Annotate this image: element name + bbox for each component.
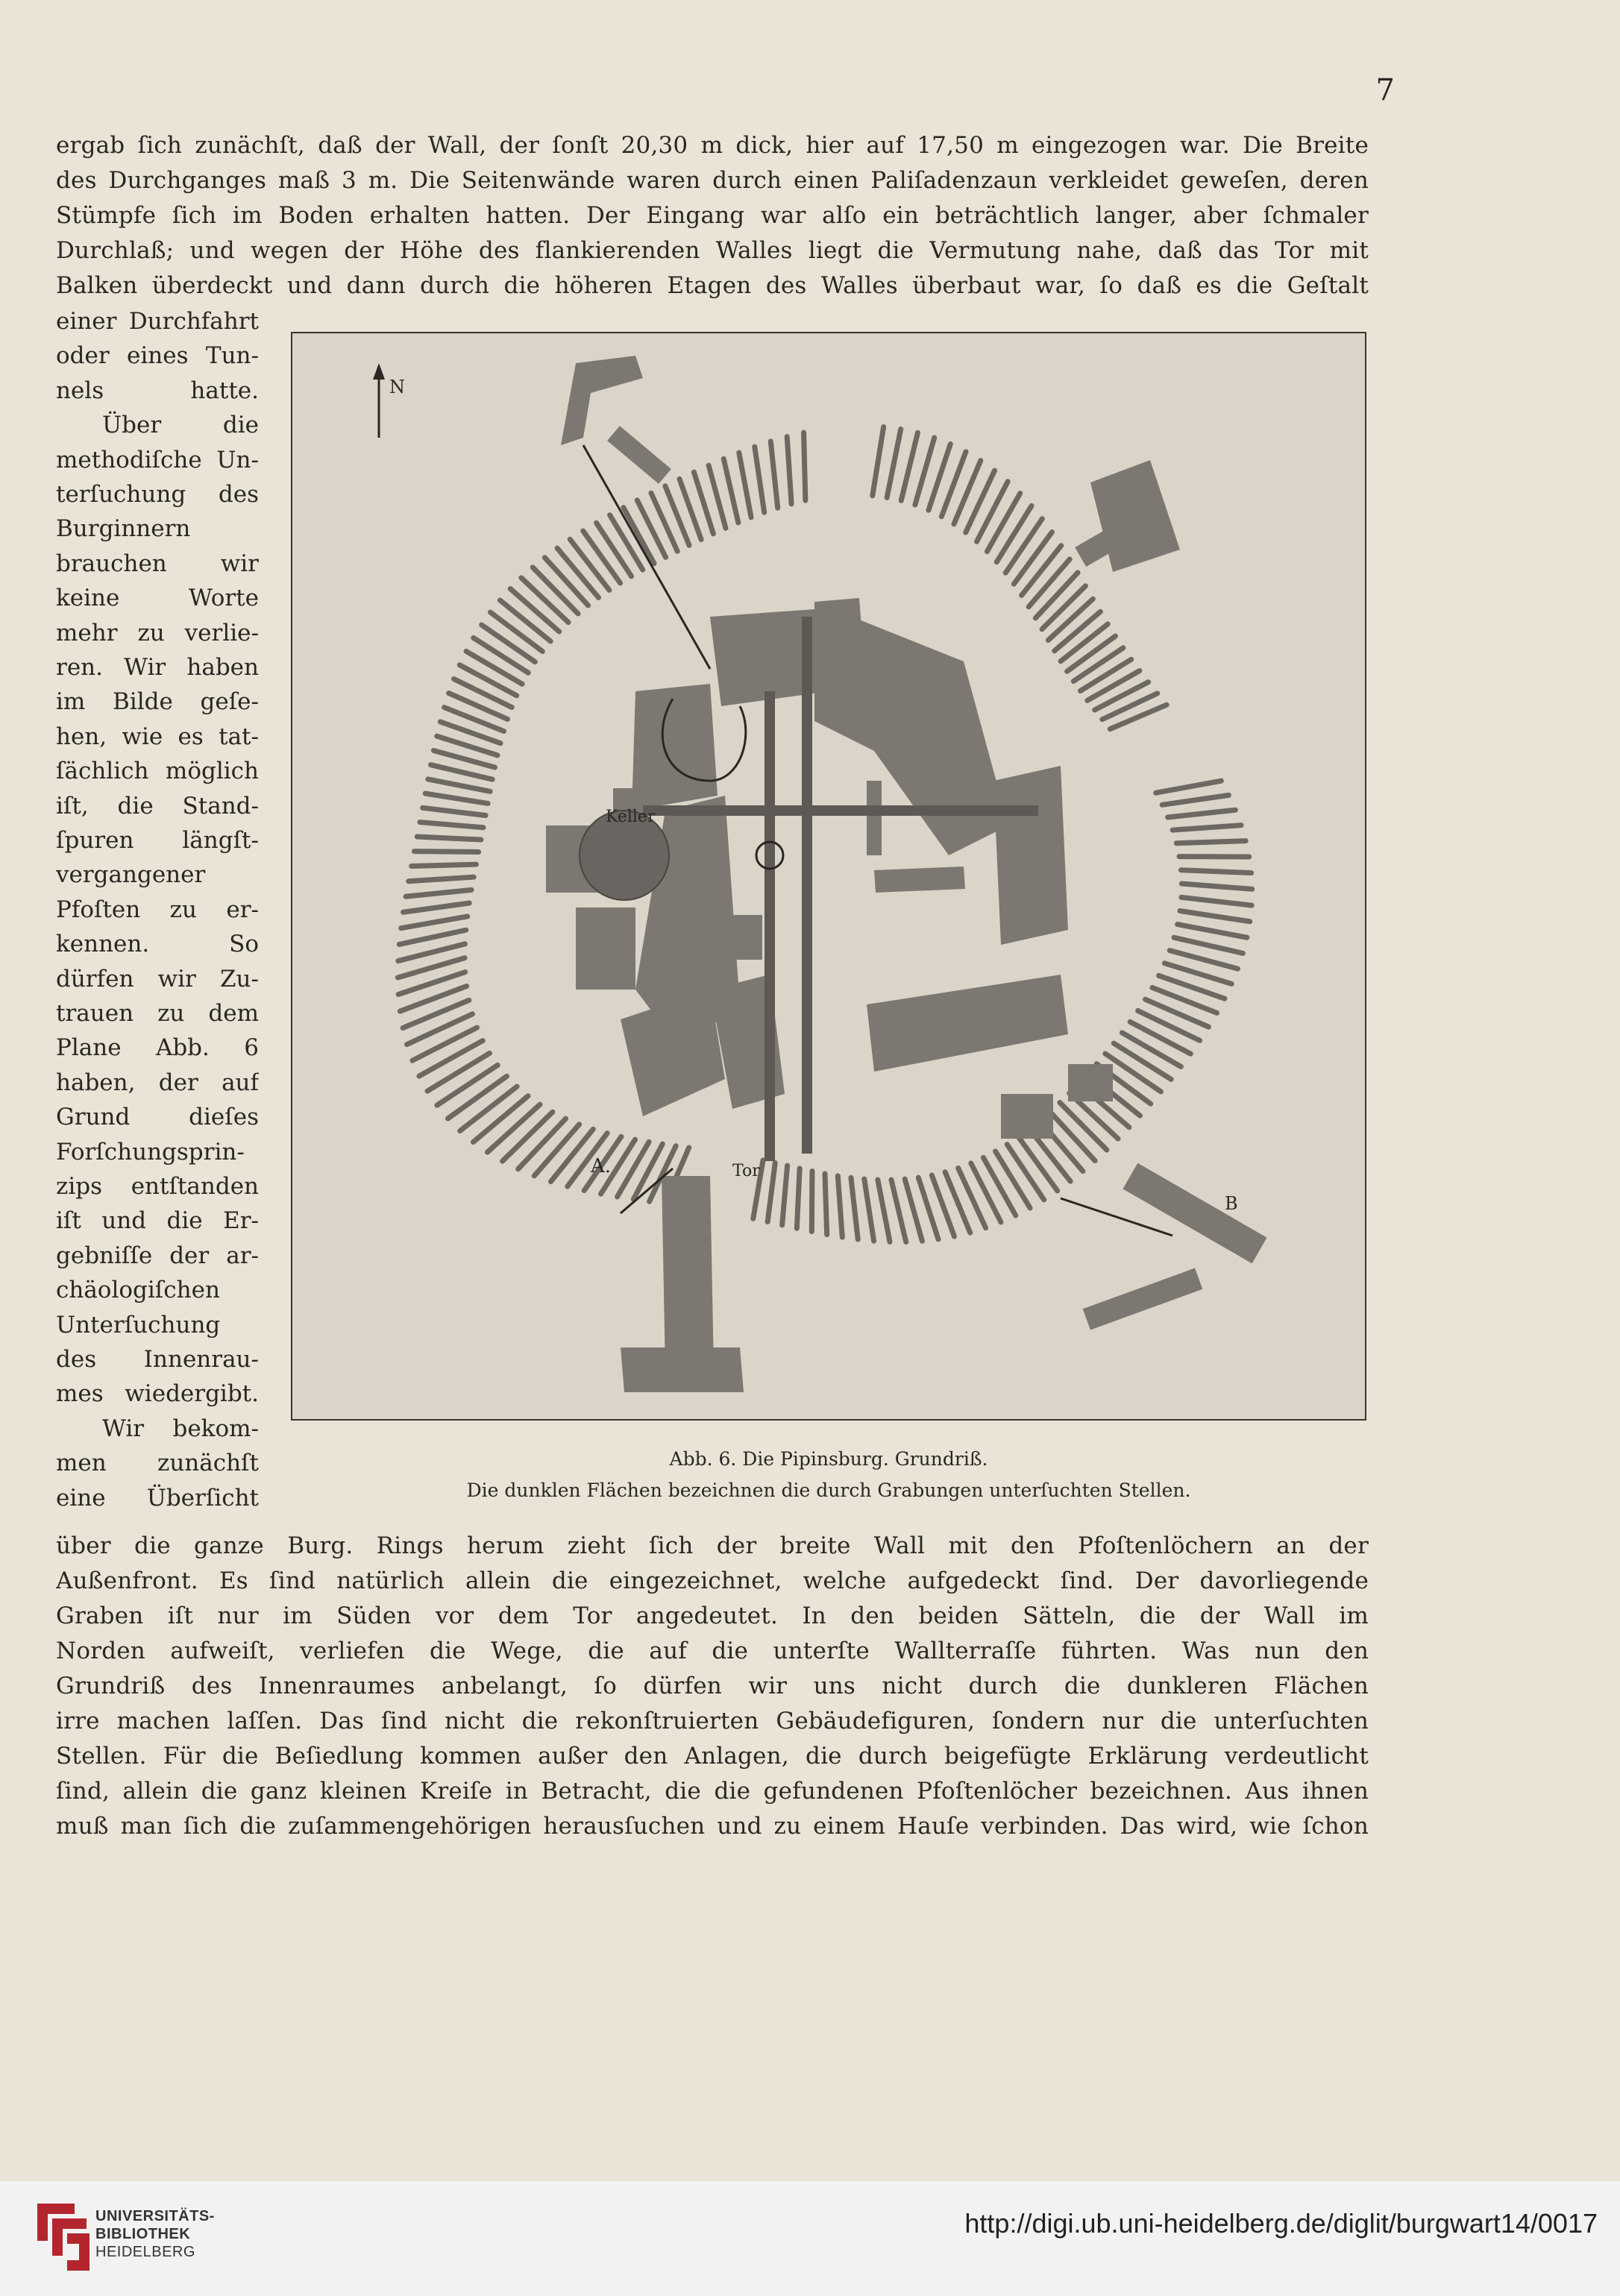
wall-hatch-stroke — [797, 1169, 800, 1228]
text-line: Stümpfe ſich im Boden erhalten hatten. Der Eingang war alſo ein beträchtlich langer, aber ſchmaler — [56, 202, 1369, 229]
wall-hatch-stroke — [437, 1065, 497, 1105]
wall-hatch-stroke — [412, 864, 477, 866]
text-line: des Durchganges maß 3 m. Die Seitenwände waren durch einen Paliſadenzaun verkleidet geweſen, deren — [56, 167, 1369, 194]
area-se-small — [1001, 1094, 1053, 1139]
text-line: ſind, allein die ganz kleinen Kreiſe in Betracht, die die gefundenen Pfoſtenlöcher bezeichnen. Aus ihnen — [56, 1778, 1369, 1805]
wall-hatch-stroke — [401, 916, 468, 928]
wall-hatch-stroke — [618, 1142, 649, 1197]
text-line: chäologiſchen — [56, 1277, 220, 1304]
wall-hatch-stroke — [739, 453, 751, 518]
wall-hatch-stroke — [597, 523, 632, 576]
wall-hatch-stroke — [466, 651, 522, 684]
text-line: ren. Wir haben — [56, 654, 259, 681]
text-line: Plane Abb. 6 — [56, 1034, 259, 1062]
wall-hatch-stroke — [453, 679, 512, 707]
wall-hatch-stroke — [1014, 532, 1052, 585]
library-name — [95, 2207, 274, 2261]
text-line: brauchen wir — [56, 550, 259, 577]
area-east — [993, 766, 1068, 945]
gate-label: Tor — [732, 1162, 760, 1180]
wall-hatch-stroke — [1162, 795, 1228, 805]
wall-hatch-stroke — [423, 808, 486, 815]
text-line: Graben iſt nur im Süden vor dem Tor angedeutet. In den beiden Sätteln, die der Wall im — [56, 1603, 1369, 1629]
wall-hatch-stroke — [473, 1096, 528, 1142]
text-line: über die ganze Burg. Rings herum zieht ſich der breite Wall mit den Pfoſtenlöchern an der — [56, 1532, 1369, 1559]
wall-hatch-stroke — [770, 441, 777, 508]
library-line-3: HEIDELBERG — [95, 2244, 195, 2260]
text-line: Über die — [102, 412, 259, 439]
gate-lower-block — [621, 1347, 744, 1392]
source-url-link[interactable]: http://digi.ub.uni-heidelberg.de/diglit/burgwart14/0017 — [964, 2208, 1598, 2239]
wall-hatch-stroke — [1180, 911, 1250, 922]
wall-hatch-stroke — [624, 508, 654, 564]
wall-hatch-stroke — [427, 1053, 489, 1091]
text-line: Balken überdeckt und dann durch die höheren Etagen des Walles überbaut war, ſo daß es die Geſtalt — [56, 272, 1369, 299]
wall-hatch-stroke — [1122, 1033, 1181, 1067]
wall-hatch-stroke — [1114, 1043, 1171, 1079]
wall-hatch-stroke — [583, 531, 621, 583]
text-line: des Innenrau- — [56, 1346, 259, 1373]
text-line: terſuchung des — [56, 481, 259, 508]
wall-hatch-stroke — [878, 1180, 890, 1242]
north-arrow — [373, 363, 405, 438]
wall-hatch-stroke — [1172, 825, 1241, 830]
area-center-block — [867, 781, 882, 855]
text-line: eine Überſicht — [56, 1484, 259, 1512]
area-ne-big — [814, 602, 1008, 855]
text-line: zips entſtanden — [56, 1173, 259, 1200]
wall-hatch-stroke — [987, 494, 1020, 552]
text-line: mehr zu verlie- — [56, 619, 259, 647]
wall-hatch-stroke — [767, 1163, 775, 1221]
wall-hatch-stroke — [851, 1177, 858, 1239]
wall-hatch-stroke — [503, 1112, 553, 1161]
point-b-label: B — [1225, 1193, 1238, 1214]
wall-hatch-stroke — [887, 429, 901, 497]
text-line: ſächlich möglich — [56, 758, 259, 785]
text-line: Stellen. Für die Beſiedlung kommen außer den Anlagen, die durch beigefügte Erklärung verdeutlicht — [56, 1743, 1369, 1770]
wall-hatch-stroke — [1178, 925, 1247, 938]
wall-hatch-stroke — [420, 823, 483, 828]
area-west-1 — [632, 684, 718, 811]
wall-hatch-stroke — [755, 447, 765, 512]
wall-hatch-stroke — [1018, 1137, 1057, 1191]
wall-hatch-stroke — [404, 903, 470, 912]
area-se-trench — [1083, 1268, 1203, 1330]
wall-hatch-stroke — [425, 793, 488, 803]
point-a-label: A. — [591, 1155, 612, 1177]
wall-hatch-stroke — [1138, 1010, 1200, 1040]
text-line: men zunächſt — [56, 1450, 259, 1477]
wall-hatch-stroke — [1022, 546, 1061, 596]
text-line: Grund dieſes — [56, 1104, 259, 1131]
text-line: haben, der auf — [56, 1069, 259, 1096]
figure-caption-title: Abb. 6. Die Pipinsburg. Grundriß. — [669, 1448, 988, 1470]
wall-hatch-stroke — [1005, 519, 1042, 573]
library-logo-icon — [30, 2196, 94, 2278]
text-line: iſt und die Er- — [56, 1207, 259, 1235]
text-line: Wir bekom- — [102, 1415, 259, 1442]
wall-hatch-stroke — [996, 1151, 1030, 1208]
text-line: nels hatte. — [56, 377, 259, 404]
wall-hatch-stroke — [431, 765, 493, 779]
wall-hatch-stroke — [723, 459, 738, 522]
wall-hatch-stroke — [406, 890, 471, 896]
area-b-trench — [1123, 1163, 1266, 1264]
wall-hatch-stroke — [983, 1157, 1015, 1215]
page-number: 7 — [1375, 73, 1395, 107]
wall-hatch-stroke — [1102, 693, 1158, 720]
wall-hatch-stroke — [825, 1174, 827, 1235]
area-n-trench — [607, 426, 671, 484]
text-line: Durchlaß; und wegen der Höhe des flankierenden Walles liegt die Vermutung nahe, daß das Tor mit — [56, 237, 1369, 264]
library-line-1: UNIVERSITÄTS- — [95, 2208, 215, 2224]
wall-hatch-stroke — [1007, 1145, 1043, 1200]
text-line: vergangener — [56, 861, 206, 889]
text-line: keine Worte — [56, 585, 259, 612]
figure-frame — [291, 332, 1366, 1421]
wall-hatch-stroke — [811, 1171, 812, 1231]
wall-hatch-stroke — [971, 1163, 1001, 1222]
area-se-long — [867, 975, 1068, 1072]
wall-hatch-stroke — [1181, 884, 1252, 889]
wall-hatch-stroke — [412, 1028, 477, 1060]
text-line: irre machen laſſen. Das ſind nicht die rekonſtruierten Gebäudefiguren, ſondern nur die unterſuchten — [56, 1708, 1369, 1734]
wall-hatch-stroke — [534, 1125, 579, 1176]
text-line: Forſchungsprin- — [56, 1138, 245, 1166]
wall-hatch-stroke — [1181, 897, 1252, 905]
cellar-label: Keller — [606, 808, 656, 826]
text-line: Norden aufweiſt, verliefen die Wege, die auf die unterſte Wallterraſſe führten. Was nun den — [56, 1638, 1369, 1664]
wall-hatch-stroke — [487, 1104, 539, 1152]
wall-hatch-stroke — [409, 877, 474, 881]
text-line: muß man ſich die zuſammengehörigen herausſuchen und zu einem Hauſe verbinden. Das wird, wie ſchon — [56, 1813, 1369, 1840]
text-line: dürfen wir Zu- — [56, 965, 259, 993]
text-line: Unterſuchung — [56, 1311, 221, 1339]
area-sw-lower — [621, 990, 725, 1116]
wall-hatch-stroke — [407, 1014, 473, 1045]
wall-hatch-stroke — [864, 1179, 874, 1241]
area-e-small — [1068, 1064, 1113, 1101]
library-line-2: BIBLIOTHEK — [95, 2226, 191, 2242]
wall-hatch-stroke — [570, 539, 609, 590]
text-line: ergab ſich zunächſt, daß der Wall, der ſonſt 20,30 m dick, hier auf 17,50 m eingezogen war. Die Breite — [56, 132, 1369, 159]
text-line: gebniſſe der ar- — [56, 1242, 259, 1269]
wall-hatch-stroke — [550, 1129, 593, 1181]
text-line: iſt, die Stand- — [56, 792, 259, 820]
wall-hatch-stroke — [838, 1176, 842, 1237]
wall-hatch-stroke — [873, 427, 884, 495]
wall-hatch-stroke — [518, 1119, 566, 1169]
wall-hatch-stroke — [1110, 705, 1167, 729]
text-line: Burginnern — [56, 515, 191, 543]
wall-hatch-stroke — [787, 436, 791, 503]
text-line: Grundriß des Innenraumes anbelangt, ſo dürfen wir uns nicht durch die dunkleren Flächen — [56, 1673, 1369, 1699]
wall-hatch-stroke — [419, 1041, 483, 1077]
wall-hatch-stroke — [1130, 1022, 1190, 1054]
wall-hatch-stroke — [1168, 810, 1236, 817]
wall-hatch-stroke — [474, 638, 528, 673]
text-line: kennen. So — [56, 931, 259, 958]
wall-hatch-stroke — [977, 482, 1008, 542]
text-line: Außenfront. Es ſind natürlich allein die eingezeichnet, welche aufgedeckt ſind. Der davorliegende — [56, 1567, 1369, 1594]
wall-hatch-stroke — [1174, 937, 1243, 953]
text-line: mes wiedergibt. — [56, 1380, 259, 1408]
wall-hatch-stroke — [1087, 671, 1140, 701]
wall-hatch-stroke — [459, 665, 516, 696]
area-center-slab — [874, 866, 965, 893]
wall-hatch-stroke — [482, 625, 536, 662]
text-line: hen, wie es tat- — [56, 723, 259, 750]
wall-hatch-stroke — [1181, 870, 1251, 873]
wall-hatch-stroke — [782, 1166, 788, 1225]
north-label: N — [389, 377, 405, 397]
text-line: oder eines Tun- — [56, 342, 259, 370]
wall-hatch-stroke — [428, 779, 490, 791]
wall-hatch-stroke — [1095, 682, 1149, 710]
wall-hatch-stroke — [417, 837, 481, 840]
wall-hatch-stroke — [557, 548, 598, 597]
wall-hatch-stroke — [901, 433, 917, 500]
north-path — [561, 356, 643, 445]
area-west-small-2 — [576, 908, 635, 990]
figure-caption-text: Die dunklen Flächen bezeichnen die durch Grabungen unterſuchten Stellen. — [466, 1479, 1191, 1501]
text-line: methodiſche Un- — [56, 446, 259, 474]
text-line: im Bilde geſe- — [56, 688, 259, 716]
wall-hatch-stroke — [399, 930, 465, 944]
wall-hatch-stroke — [1073, 648, 1123, 682]
text-line: einer Durchfahrt — [56, 308, 259, 335]
wall-hatch-stroke — [996, 506, 1032, 562]
text-line: trauen zu dem — [56, 1000, 259, 1027]
wall-hatch-stroke — [1080, 659, 1131, 691]
gate-passage — [662, 1176, 714, 1370]
wall-hatch-stroke — [1156, 781, 1222, 793]
wall-hatch-stroke — [1105, 1054, 1161, 1092]
text-line: Pfoſten zu er- — [56, 896, 259, 923]
text-line: ſpuren längſt- — [56, 827, 259, 854]
wall-hatch-stroke — [891, 1180, 906, 1242]
wall-hatch-stroke — [491, 612, 543, 651]
wall-hatch-stroke — [460, 1086, 517, 1130]
area-mid-small — [732, 915, 762, 960]
wall-hatch-stroke — [1176, 841, 1246, 843]
wall-hatch-stroke — [448, 1076, 506, 1119]
pipinsburg-plan — [292, 333, 1365, 1419]
wall-hatch-stroke — [804, 433, 806, 500]
